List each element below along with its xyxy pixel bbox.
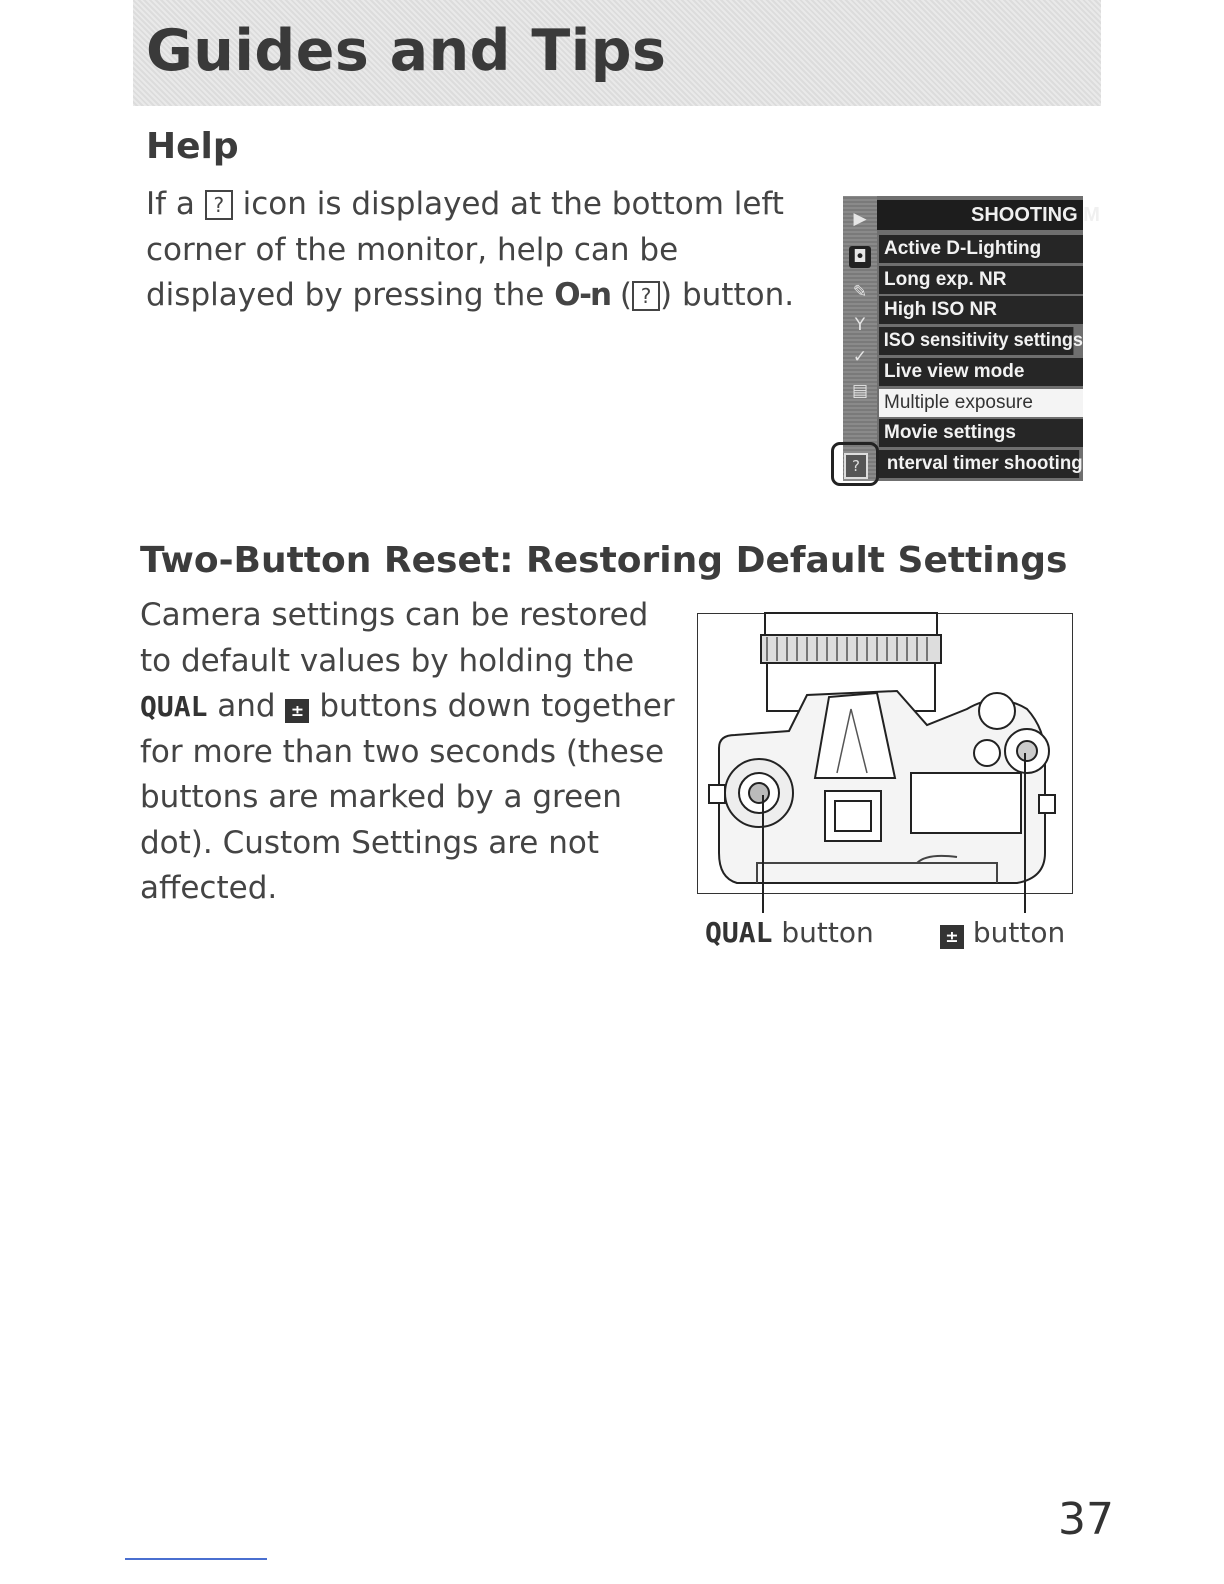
reset-paragraph bbox=[140, 593, 685, 912]
menu-item: Long exp. NR bbox=[879, 266, 1083, 294]
right-strap-lug bbox=[1039, 795, 1055, 813]
menu-item: ISO sensitivity settings bbox=[879, 327, 1073, 355]
mode-button bbox=[974, 740, 1000, 766]
menu-item: nterval timer shooting bbox=[879, 450, 1079, 478]
menu-rail bbox=[843, 196, 877, 481]
help-question-icon-2: ? bbox=[632, 281, 660, 311]
hot-shoe-inner bbox=[835, 801, 871, 831]
exposure-compensation-icon: ± bbox=[285, 699, 309, 723]
help-question-icon: ? bbox=[205, 190, 233, 220]
shooting-menu-screenshot bbox=[843, 196, 1100, 481]
qual-callout-suffix: button bbox=[772, 916, 874, 949]
menu-item-selected: Multiple exposure bbox=[879, 389, 1083, 417]
qual-label: QUAL bbox=[140, 690, 208, 723]
help-text-mid: icon is displayed at the bottom left corner of the monitor, help can be displayed by pressing the bbox=[146, 186, 784, 313]
left-strap-lug bbox=[709, 785, 725, 803]
ev-callout-suffix: button bbox=[964, 916, 1066, 949]
reset-heading: Two-Button Reset: Restoring Default Settings bbox=[140, 540, 1068, 581]
page-title: Guides and Tips bbox=[146, 18, 667, 84]
help-text-pre: If a bbox=[146, 186, 205, 222]
help-text-paren: ( bbox=[610, 277, 633, 313]
ev-button-callout bbox=[940, 916, 1065, 949]
menu-item: Live view mode bbox=[879, 358, 1083, 386]
footer-rule bbox=[125, 1558, 267, 1560]
shutter-release bbox=[979, 693, 1015, 729]
playback-icon: ▶ bbox=[853, 209, 867, 229]
help-heading: Help bbox=[146, 126, 239, 167]
ev-callout-icon: ± bbox=[940, 925, 964, 949]
lens-barrel bbox=[765, 613, 937, 637]
pencil-icon: ✎ bbox=[852, 282, 868, 302]
menu-item: High ISO NR bbox=[879, 296, 1083, 324]
reset-text-rest: buttons down together for more than two seconds (these buttons are marked by a green dot). Custom Settings are not affected. bbox=[140, 688, 675, 906]
qual-callout-label: QUAL bbox=[705, 916, 773, 949]
protect-key-icon: O-n bbox=[554, 277, 611, 313]
help-icon-highlight bbox=[831, 442, 879, 486]
lens-grip-ring bbox=[761, 635, 941, 663]
menu-item: Movie settings bbox=[879, 419, 1083, 447]
reset-text-1: Camera settings can be restored to default values by holding the bbox=[140, 597, 649, 679]
camera-top-illustration bbox=[697, 613, 1073, 933]
wrench-icon: Y bbox=[854, 315, 866, 335]
menu-header: SHOOTING M bbox=[877, 200, 1083, 230]
menu-help-icon: ? bbox=[844, 453, 868, 479]
reset-text-and: and bbox=[207, 688, 286, 724]
menu-item: Active D-Lighting bbox=[879, 235, 1083, 263]
camera-icon: ◘ bbox=[849, 246, 871, 268]
help-paragraph bbox=[146, 182, 816, 319]
recent-settings-icon: ▤ bbox=[851, 381, 869, 401]
retouch-icon: ✓ bbox=[852, 347, 868, 367]
qual-button-callout bbox=[705, 916, 874, 949]
help-text-post: ) button. bbox=[660, 277, 795, 313]
page-number: 37 bbox=[1058, 1494, 1114, 1545]
top-lcd-panel bbox=[911, 773, 1021, 833]
